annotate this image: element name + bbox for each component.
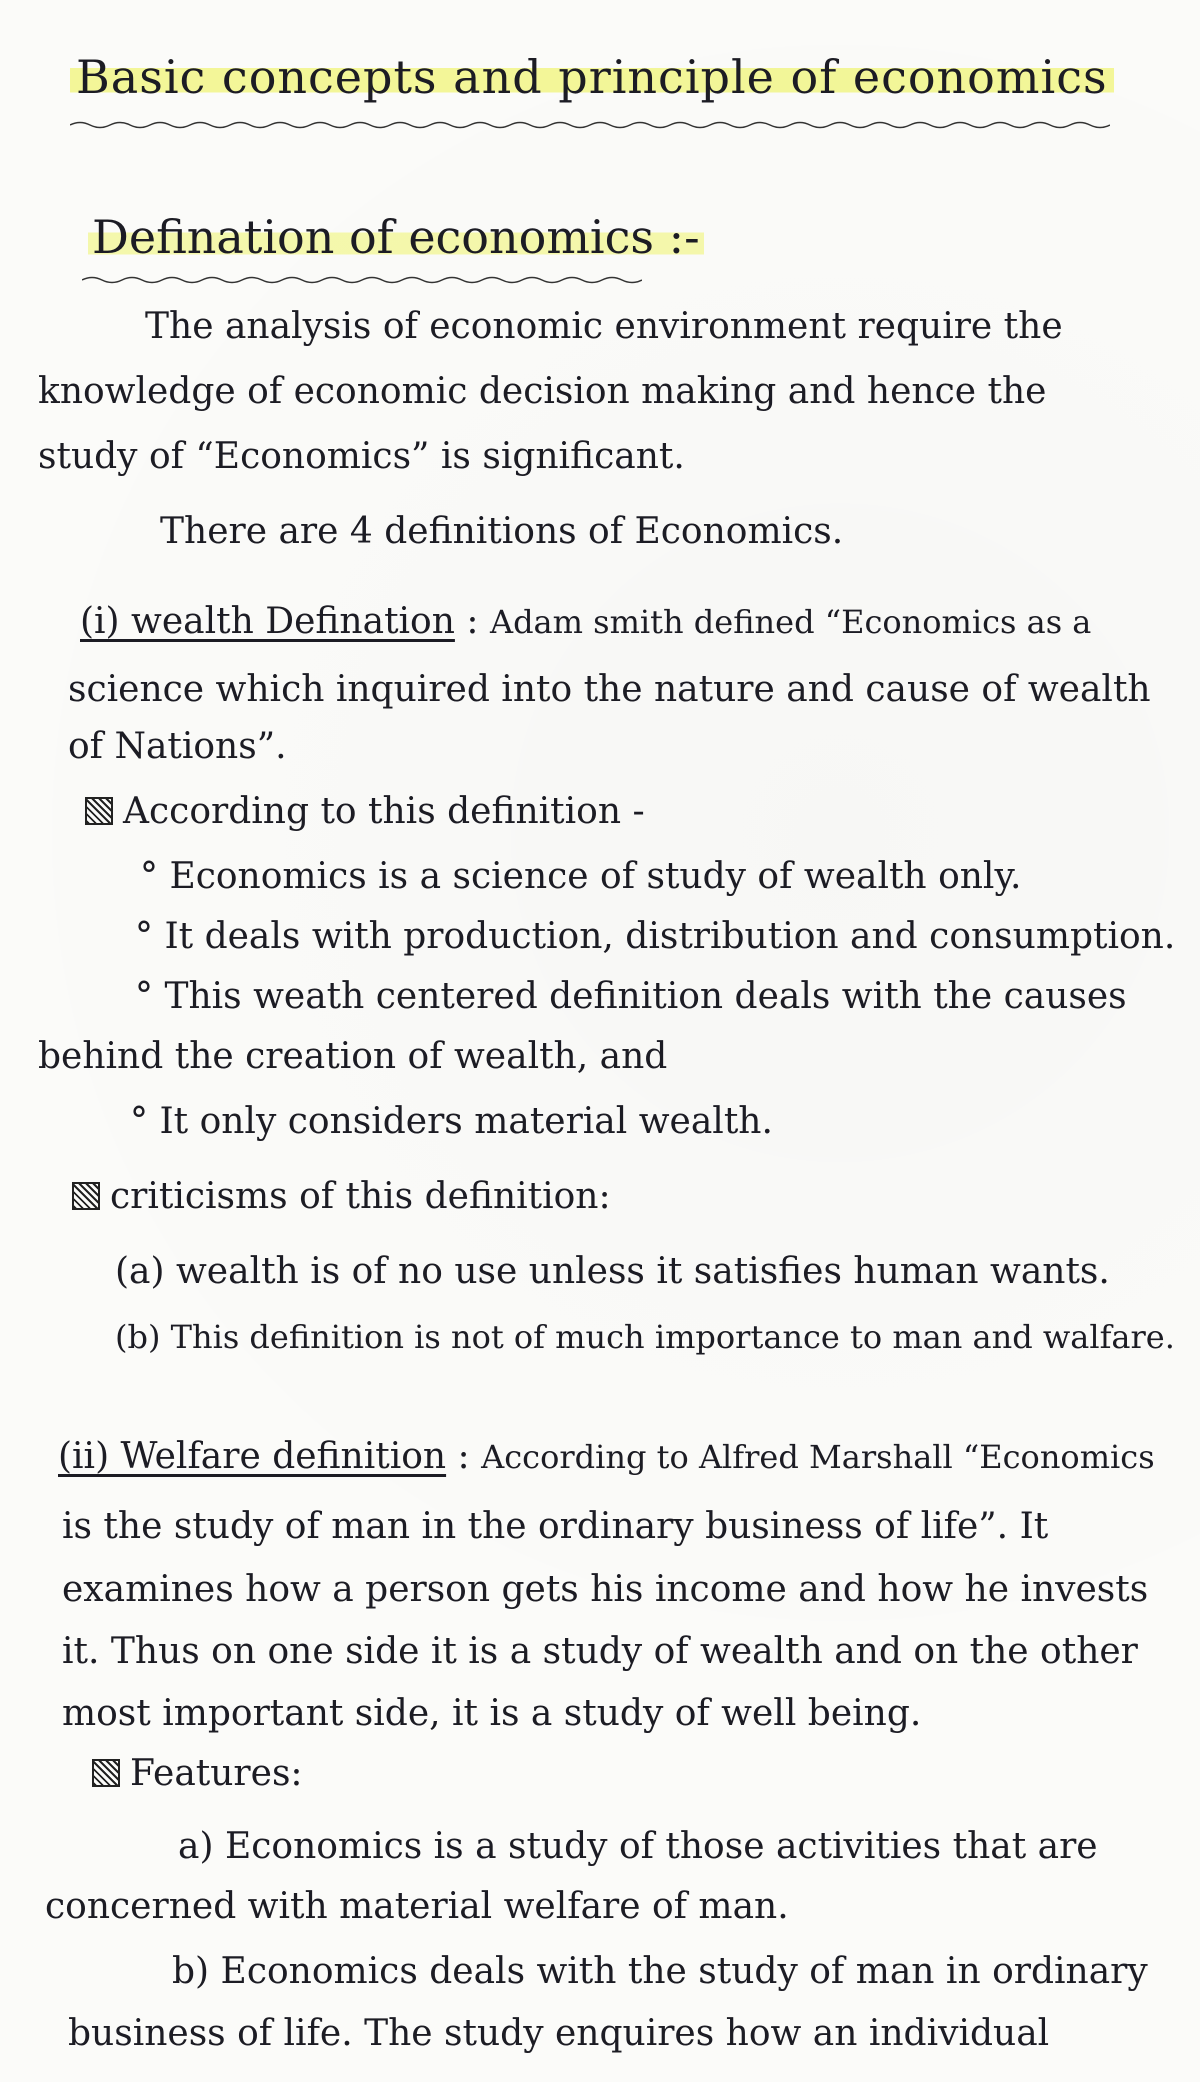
checkbox-square-icon (85, 797, 113, 825)
welfare-line-3: examines how a person gets his income and how he invests (62, 1569, 1149, 1610)
welfare-definition-label: (ii) Welfare definition (58, 1436, 447, 1477)
according-heading (85, 790, 645, 834)
feature-b: b) Economics deals with the study of man in ordinary (172, 1951, 1148, 1992)
checkbox-square-icon (92, 1759, 120, 1787)
feature-a: a) Economics is a study of those activities that are (178, 1826, 1098, 1867)
intro-line-2: knowledge of economic decision making and hence the (38, 371, 1047, 412)
checkbox-square-icon (72, 1182, 100, 1210)
wealth-definition-heading (80, 600, 1091, 644)
wealth-bullet-2: ° It deals with production, distribution and consumption. (135, 916, 1176, 957)
welfare-line-5: most important side, it is a study of well being. (62, 1693, 922, 1734)
feature-a-cont: concerned with material welfare of man. (45, 1886, 789, 1927)
wealth-bullet-3: ° This weath centered definition deals with the causes (135, 976, 1127, 1017)
features-heading (92, 1752, 303, 1796)
wealth-definition-separator: : (466, 601, 479, 642)
feature-b-cont: business of life. The study enquires how an individual (68, 2013, 1050, 2054)
wealth-bullet-4: ° It only considers material wealth. (130, 1101, 773, 1142)
wealth-definition-label: (i) wealth Defination (80, 601, 455, 642)
wealth-line-2: science which inquired into the nature and cause of wealth (68, 669, 1151, 710)
features-text: Features: (130, 1753, 303, 1794)
intro-line-4: There are 4 definitions of Economics. (160, 511, 844, 552)
section-heading-trail: :- (668, 210, 700, 264)
welfare-line-2: is the study of man in the ordinary business of life”. It (62, 1506, 1049, 1547)
section-heading-text: Defination of economics (92, 210, 655, 264)
intro-line-3: study of “Economics” is significant. (38, 436, 685, 477)
criticisms-text: criticisms of this definition: (110, 1176, 611, 1217)
criticism-b: (b) This definition is not of much importance to man and walfare. (115, 1318, 1175, 1356)
wealth-definition-text: Adam smith defined “Economics as a (489, 603, 1092, 641)
welfare-definition-heading (58, 1435, 1155, 1479)
title-wavy-underline (70, 120, 1110, 130)
page-title: Basic concepts and principle of economics (70, 55, 1114, 99)
criticism-a: (a) wealth is of no use unless it satisfies human wants. (115, 1251, 1110, 1292)
according-text: According to this definition - (123, 791, 645, 832)
intro-line-1: The analysis of economic environment require the (145, 306, 1063, 347)
wealth-bullet-1: ° Economics is a science of study of wealth only. (140, 856, 1022, 897)
section-heading (88, 210, 704, 264)
wealth-bullet-3-cont: behind the creation of wealth, and (38, 1036, 668, 1077)
wealth-line-3: of Nations”. (68, 726, 287, 767)
welfare-definition-separator: : (457, 1436, 470, 1477)
criticisms-heading (72, 1175, 611, 1219)
welfare-line-4: it. Thus on one side it is a study of wealth and on the other (62, 1631, 1138, 1672)
welfare-definition-text: According to Alfred Marshall “Economics (481, 1438, 1155, 1476)
heading-wavy-underline (82, 275, 642, 285)
